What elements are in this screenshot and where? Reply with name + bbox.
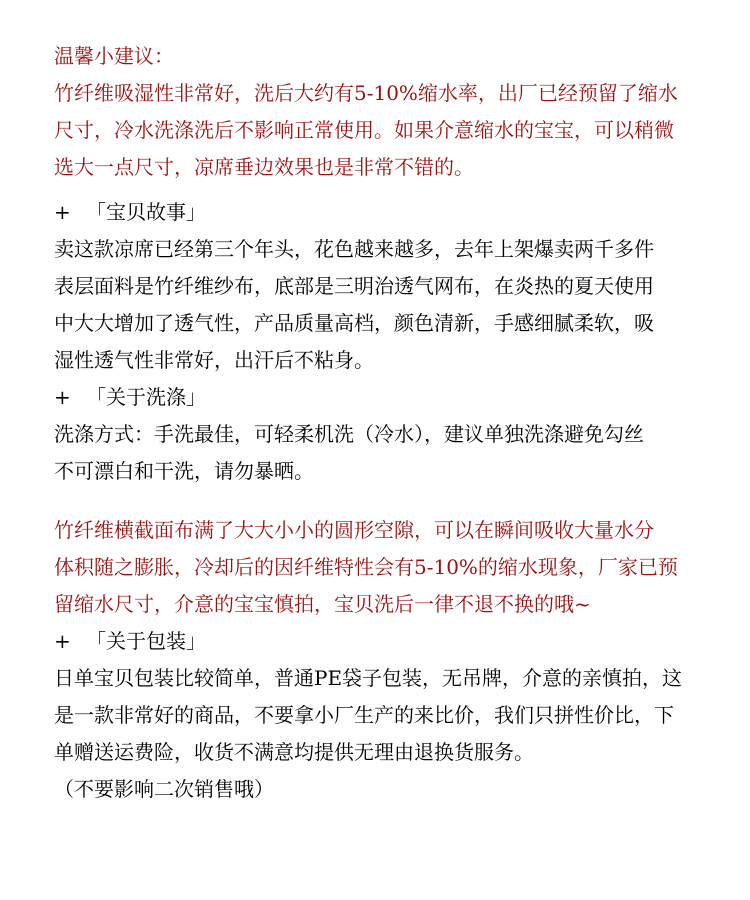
story-line: 表层面料是竹纤维纱布，底部是三明治透气网布，在炎热的夏天使用 — [54, 274, 654, 298]
packaging-heading — [54, 623, 744, 660]
spacer — [54, 186, 744, 194]
tip-line: 选大一点尺寸，凉席垂边效果也是非常不错的。 — [54, 155, 474, 179]
packaging-line: 单赠送运费险，收货不满意均提供无理由退换货服务。 — [54, 740, 534, 764]
tip-title: 温馨小建议： — [54, 44, 174, 68]
washing-line: 洗涤方式：手洗最佳，可轻柔机洗（冷水），建议单独洗涤避免勾丝 — [54, 422, 644, 446]
packaging-line: （不要影响二次销售哦） — [54, 777, 274, 801]
washing-section — [54, 379, 744, 490]
product-description — [54, 38, 744, 808]
story-line: 湿性透气性非常好，出汗后不粘身。 — [54, 348, 374, 372]
story-line: 卖这款凉席已经第三个年头，花色越来越多，去年上架爆卖两千多件 — [54, 237, 654, 261]
plus-icon: + — [54, 385, 71, 409]
packaging-line: 日单宝贝包装比较简单，普通PE袋子包装，无吊牌，介意的亲慎拍，这 — [54, 666, 683, 690]
story-heading — [54, 194, 744, 231]
story-heading-text: 「宝贝故事」 — [86, 200, 206, 224]
washing-line: 不可漂白和干洗，请勿暴晒。 — [54, 459, 314, 483]
note-section — [54, 512, 744, 623]
washing-heading-text: 「关于洗涤」 — [86, 385, 206, 409]
spacer — [54, 490, 744, 512]
tip-section — [54, 38, 744, 186]
packaging-heading-text: 「关于包装」 — [86, 629, 206, 653]
tip-line: 竹纤维吸湿性非常好，洗后大约有5-10%缩水率，出厂已经预留了缩水 — [54, 81, 678, 105]
story-section — [54, 194, 744, 379]
note-line: 体积随之膨胀，冷却后的因纤维特性会有5-10%的缩水现象，厂家已预 — [54, 555, 678, 579]
packaging-section — [54, 623, 744, 808]
story-line: 中大大增加了透气性，产品质量高档，颜色清新，手感细腻柔软，吸 — [54, 311, 654, 335]
plus-icon: + — [54, 200, 71, 224]
washing-heading — [54, 379, 744, 416]
packaging-line: 是一款非常好的商品，不要拿小厂生产的来比价，我们只拼性价比，下 — [54, 703, 674, 727]
plus-icon: + — [54, 629, 71, 653]
note-line: 留缩水尺寸，介意的宝宝慎拍，宝贝洗后一律不退不换的哦~ — [54, 592, 591, 616]
tip-line: 尺寸，冷水洗涤洗后不影响正常使用。如果介意缩水的宝宝，可以稍微 — [54, 118, 674, 142]
note-line: 竹纤维横截面布满了大大小小的圆形空隙，可以在瞬间吸收大量水分 — [54, 518, 654, 542]
